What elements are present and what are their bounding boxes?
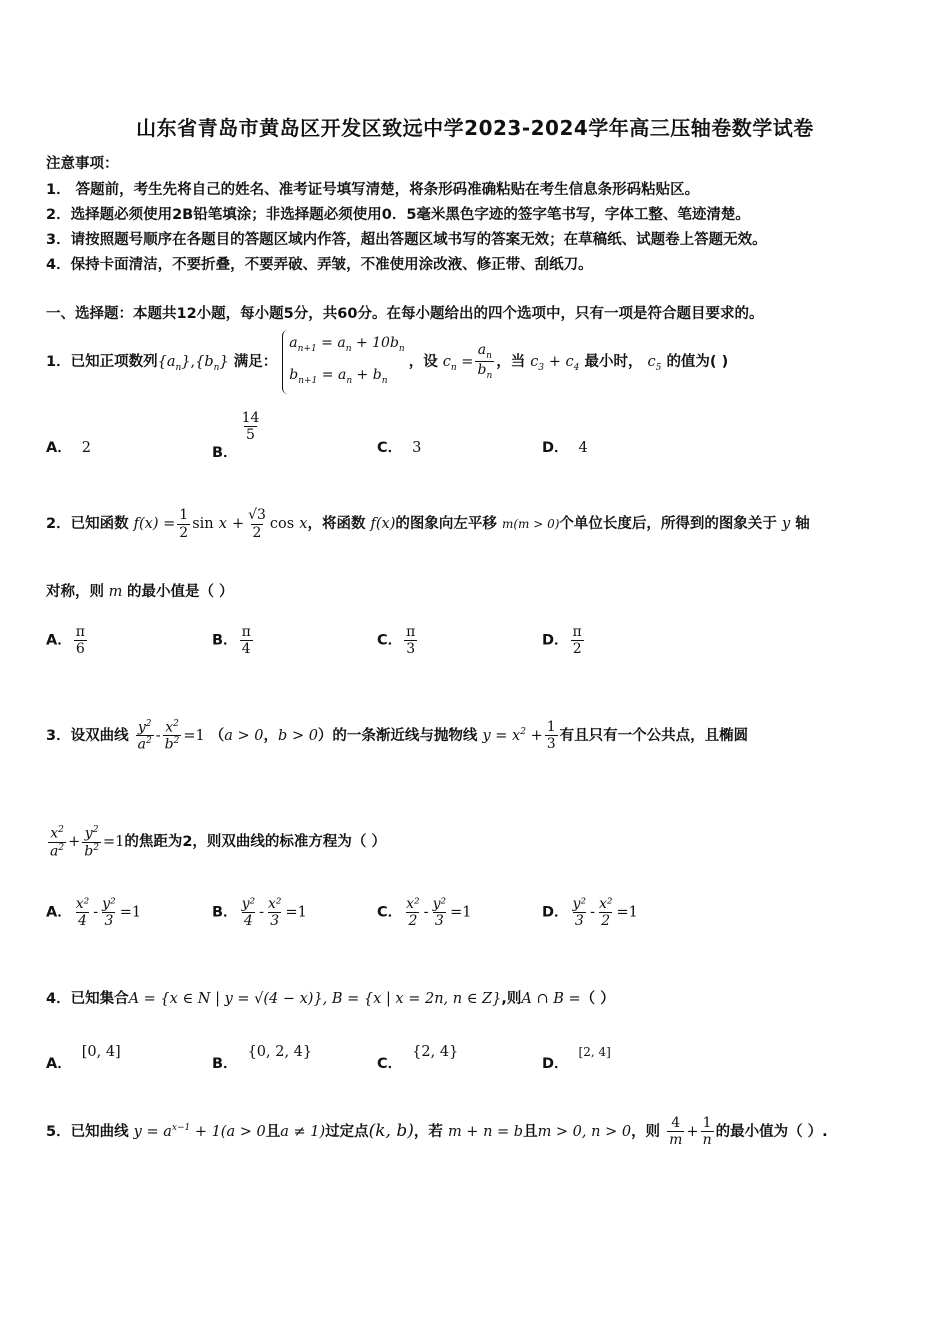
set-a: A = {x ∈ N | y = √(4 − x)}, B = {x | x = 2n, n ∈ Z}	[128, 991, 502, 1007]
notice-item-1: 1． 答题前，考生先将自己的姓名、准考证号填写清楚，将条形码准确粘贴在考生信息条形码粘贴区。	[46, 182, 700, 198]
q4-option-c[interactable]: C．{2, 4}	[377, 1044, 459, 1072]
notice-item-3: 3．请按照题号顺序在各题目的答题区域内作答，超出答题区域书写的答案无效；在草稿纸、试题卷上答题无效。	[46, 232, 767, 248]
hyperbola-eq: $\frac{y^2}{a^2}$	[137, 718, 152, 753]
q4-option-d[interactable]: D．[2, 4]	[542, 1045, 611, 1072]
q2-option-a[interactable]: A． $\frac{\pi}{6}$	[46, 624, 85, 658]
curve-eq: $y = a^{x-1} + 1(a > 0$	[133, 1123, 266, 1140]
question-1: 1．已知正项数列$\{a_n\},\{b_n\}$ 满足： $a_{n+1} = a_n + 10b_n$ $b_{n+1} = a_n + b_n$，设 $c_n$ = $\frac{a_n}{b_n}$ ，当 $c_3 + c_4$ 最小时， $c_5$ 的值为( )	[46, 330, 728, 396]
cn-definition: $c_n$ =	[442, 353, 474, 373]
question-5: 5．已知曲线 $y = a^{x-1} + 1(a > 0$且a ≠ 1)过定点(k, b)，若 m + n = b且m > 0, n > 0，则 $\frac{4}{m}$ + $\frac{1}{n}$ 的最小值为（ ）.	[46, 1115, 828, 1149]
section-heading: 一、选择题：本题共12小题，每小题5分，共60分。在每小题给出的四个选项中，只有一项是符合题目要求的。	[46, 306, 764, 322]
q1-option-d[interactable]: D． 4	[542, 440, 588, 456]
question-2: 2．已知函数 f(x) = $\frac{1}{2}$ sin x + $\frac{√3}{2}$ cos x，将函数 f(x)的图象向左平移 m(m > 0)个单位长度后，所得到的图象关于 y 轴	[46, 507, 810, 541]
sequence-b: $\{b_n\}$	[195, 353, 229, 373]
question-3-cont: $\frac{x^2}{a^2}$ + $\frac{y^2}{b^2}$ =1的焦距为2，则双曲线的标准方程为（ ）	[50, 824, 386, 860]
sequence-a: $\{a_n\}$	[157, 353, 191, 373]
notice-item-2: 2．选择题必须使用2B铅笔填涂；非选择题必须使用0．5毫米黑色字迹的签字笔书写，字体工整、笔迹清楚。	[46, 207, 750, 223]
c5: $c_5$	[647, 353, 662, 373]
q3-option-b[interactable]: B． $\frac{\text{y²}}{4}$ - $\frac{\text{x²}}{3}$ =1	[212, 896, 307, 930]
q3-option-c[interactable]: C． $\frac{\text{x²}}{2}$ - $\frac{\text{y²}}{3}$ =1	[377, 896, 472, 930]
recurrence-system: $a_{n+1} = a_n + 10b_n$ $b_{n+1} = a_n + b_n$	[282, 330, 408, 394]
q1-option-c[interactable]: C． 3	[377, 440, 422, 456]
q2-option-d[interactable]: D． $\frac{\pi}{2}$	[542, 624, 582, 658]
function-f: f(x) =	[133, 516, 176, 532]
q2-option-b[interactable]: B． $\frac{\pi}{4}$	[212, 624, 251, 658]
c3-plus-c4: $c_3 + c_4$	[530, 353, 580, 373]
question-2-cont: 对称，则 m 的最小值是（ ）	[46, 584, 234, 600]
parabola-eq: $y = x^2$ +	[482, 727, 543, 744]
notice-item-4: 4．保持卡面清洁，不要折叠，不要弄破、弄皱，不准使用涂改液、修正带、刮纸刀。	[46, 257, 593, 273]
q3-option-d[interactable]: D． $\frac{\text{y²}}{3}$ - $\frac{\text{x²}}{2}$ =1	[542, 896, 638, 930]
notice-heading: 注意事项：	[46, 156, 119, 172]
fixed-point: (k, b)	[368, 1120, 414, 1141]
q4-option-a[interactable]: A．[0, 4]	[46, 1044, 121, 1072]
ellipse-eq: $\frac{x^2}{a^2}$	[50, 824, 65, 860]
question-3: 3．设双曲线 $\frac{y^2}{a^2}$ - $\frac{x^2}{b^2}$ =1 （a > 0，b > 0）的一条渐近线与抛物线 $y = x^2$ + $\frac{1}{3}$ 有且只有一个公共点，且椭圆	[46, 718, 749, 753]
q1-option-b[interactable]: B． $\frac{14}{5}$	[212, 410, 260, 461]
q1-option-a[interactable]: A． 2	[46, 440, 91, 456]
exam-title: 山东省青岛市黄岛区开发区致远中学2023-2024学年高三压轴卷数学试卷	[136, 116, 814, 140]
q2-option-c[interactable]: C． $\frac{\pi}{3}$	[377, 624, 416, 658]
q3-option-a[interactable]: A． $\frac{\text{x²}}{4}$ - $\frac{\text{y²}}{3}$ =1	[46, 896, 142, 930]
question-4: 4．已知集合A = {x ∈ N | y = √(4 − x)}, B = {x | x = 2n, n ∈ Z},则A ∩ B =（ ）	[46, 991, 615, 1007]
q4-option-b[interactable]: B．{0, 2, 4}	[212, 1044, 313, 1072]
